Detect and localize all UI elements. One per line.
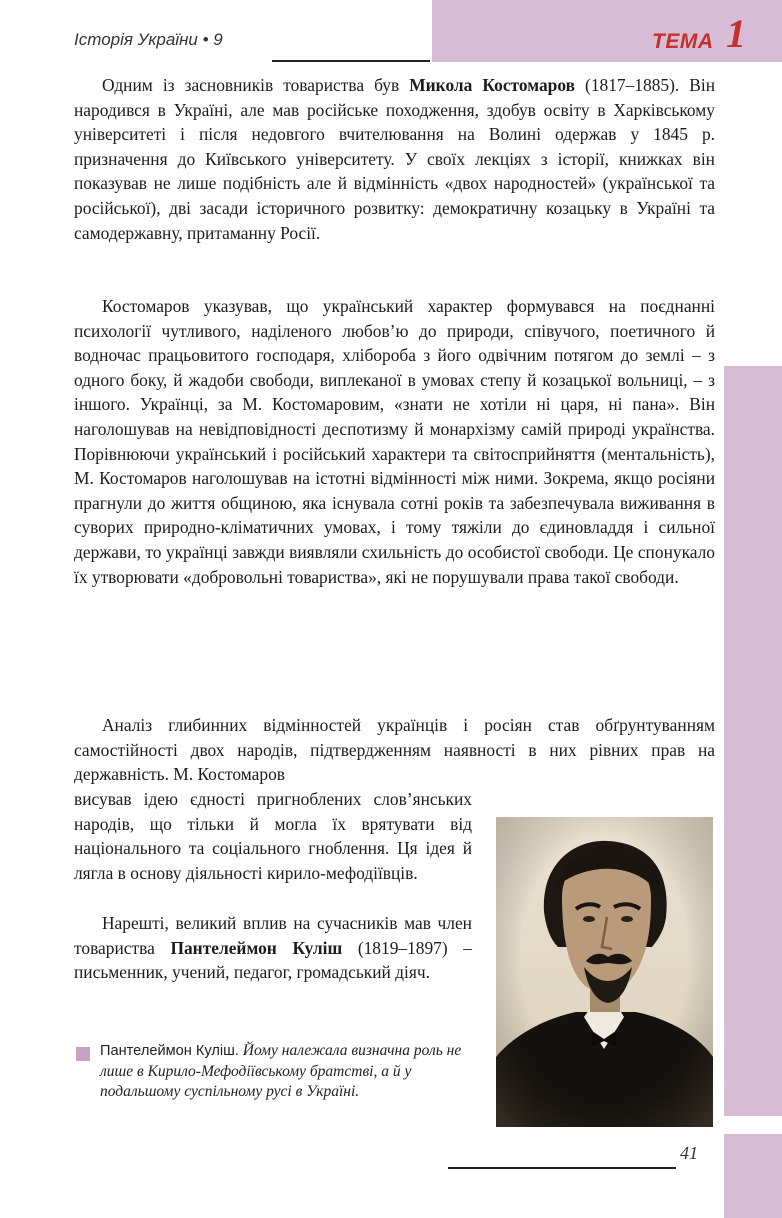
p1-text-c: (1817–1885). Він народився в Україні, але мав російське походження, здобув освіту в Харківському університеті і після недовгого вчителювання на Волині одержав у 1845 р. призначення до Київського університету. У своїх лекціях з історії, книжках він показував не лише подібність але й відмінність «двох народностей» (української та російської), дві засади історичного розвитку: демократичну козацьку в Україні та самодержавну, притаманну Росії.	[74, 75, 716, 243]
p4-text-a: Нарешті, великий вплив на сучасників мав член товариства	[74, 913, 472, 958]
caption-marker	[76, 1047, 90, 1061]
header-rule	[272, 60, 430, 62]
portrait-caption	[100, 1041, 472, 1103]
paragraph-ukrainian-character: Костомаров указував, що український характер формувався на поєднанні психології чутливого, наділеного любов’ю до природи, співучого, поетичного й водночас працьовитого господаря, хлібороба з його одвічним потягом до землі – з одного боку, й жадоби свободи, виплеканої в умовах степу й козацької вольниці, – з іншого. Українці, за М. Костомаровим, «знати не хотіли ні царя, ні пана». Він наголошував на невідповідності деспотизму й монархізму самій природі українства. Порівнюючи український і російський характери та світосприйняття (ментальність), М. Костомаров наголошував на істотні відмінності між ними. Зокрема, якщо росіяни прагнули до життя общиною, яка існувала сотні років та забезпечувала виживання в суворих природно-кліматичних умовах, і тому тяжіли до єдиновладдя і сильної держави, то українці завжди виявляли схильність до особистої свободи. Це спонукало їх утворювати «добровольні товариства», які не порушували права такої свободи.	[74, 296, 715, 587]
tema-label: ТЕМА	[652, 30, 714, 53]
caption-text: Йому належала визначна роль не лише в Кирило-Мефодіївському братстві, а й у подальшому суспільному русі в Україні.	[100, 1042, 462, 1100]
kulish-portrait	[496, 817, 713, 1127]
paragraph-kulish	[74, 911, 472, 985]
p4-bold-name: Пантелеймон Куліш	[170, 937, 343, 958]
page-number: 41	[680, 1143, 698, 1163]
portrait-image	[496, 817, 713, 1127]
paragraph-analysis-continued: висував ідею єдності пригноблених слов’янських народів, що тільки й могла їх врятувати від національного та соціального гноблення. Ця ідея й лягла в основу діяльності кирило-мефодіївців.	[74, 789, 472, 883]
paragraph-kostomarov-intro	[74, 73, 715, 245]
p1-text-a: Одним із засновників товариства був	[102, 75, 410, 95]
footer-rule	[448, 1167, 676, 1169]
tema-number: 1	[726, 11, 746, 56]
caption-name: Пантелеймон Куліш.	[100, 1043, 239, 1059]
paragraph-analysis: Аналіз глибинних відмінностей українців і росіян став обґрунтуванням самостійності двох народів, підтвердженням наявності в них рівних прав на державність. М. Костомаров	[74, 715, 715, 785]
book-title: Історія України • 9	[74, 30, 223, 49]
side-strip-gap	[724, 1116, 782, 1134]
p1-bold-name: Микола Костомаров	[409, 75, 575, 95]
p4-text-c: (1819–1897) – письменник, учений, педагог, громадський діяч.	[74, 937, 473, 983]
side-margin-strip	[724, 366, 782, 1218]
